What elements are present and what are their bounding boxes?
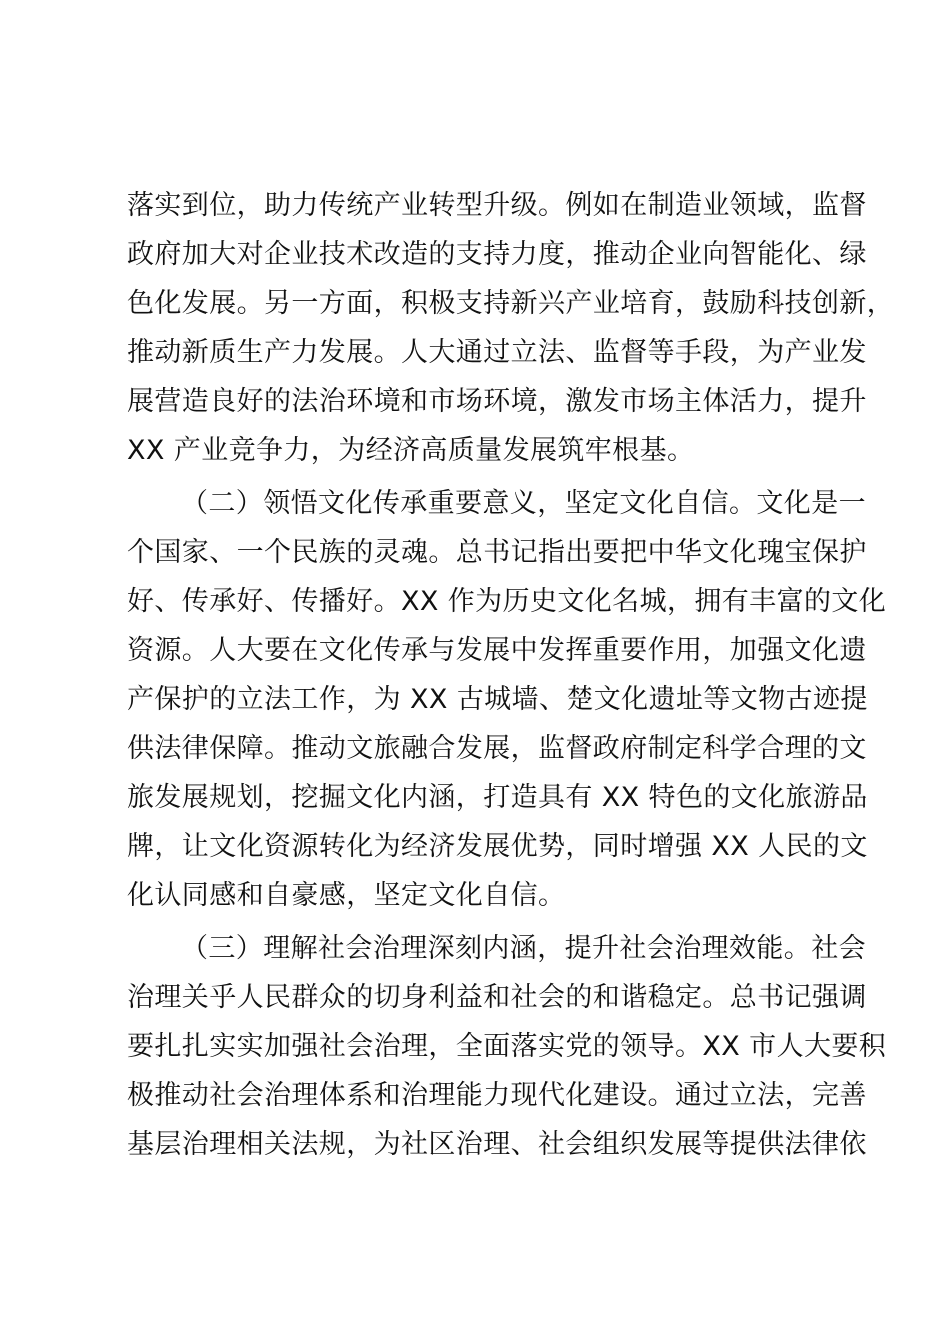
text-line: 色化发展。另一方面，积极支持新兴产业培育，鼓励科技创新， <box>127 288 895 319</box>
text-line: 政府加大对企业技术改造的支持力度，推动企业向智能化、绿 <box>127 239 867 270</box>
text-line: 要扎扎实实加强社会治理，全面落实党的领导。XX 市人大要积 <box>127 1031 887 1062</box>
section-heading-line: （二）领悟文化传承重要意义，坚定文化自信。文化是一 <box>181 488 866 519</box>
text-line: 化认同感和自豪感，坚定文化自信。 <box>127 880 566 911</box>
text-line: 好、传承好、传播好。XX 作为历史文化名城，拥有丰富的文化 <box>127 586 887 617</box>
text-line: 资源。人大要在文化传承与发展中发挥重要作用，加强文化遗 <box>127 635 867 666</box>
text-line: 供法律保障。推动文旅融合发展，监督政府制定科学合理的文 <box>127 733 867 764</box>
text-line: 推动新质生产力发展。人大通过立法、监督等手段，为产业发 <box>127 337 867 368</box>
text-line: 治理关乎人民群众的切身利益和社会的和谐稳定。总书记强调 <box>127 982 867 1013</box>
text-line: 展营造良好的法治环境和市场环境，激发市场主体活力，提升 <box>127 386 867 417</box>
text-line: 极推动社会治理体系和治理能力现代化建设。通过立法，完善 <box>127 1080 867 1111</box>
text-line: 产保护的立法工作，为 XX 古城墙、楚文化遗址等文物古迹提 <box>127 684 868 715</box>
text-line: 牌，让文化资源转化为经济发展优势，同时增强 XX 人民的文 <box>127 831 868 862</box>
text-line: 个国家、一个民族的灵魂。总书记指出要把中华文化瑰宝保护 <box>127 537 867 568</box>
text-line: 基层治理相关法规，为社区治理、社会组织发展等提供法律依 <box>127 1129 867 1160</box>
text-line: XX 产业竞争力，为经济高质量发展筑牢根基。 <box>127 435 695 466</box>
text-line: 旅发展规划，挖掘文化内涵，打造具有 XX 特色的文化旅游品 <box>127 782 868 813</box>
text-line: 落实到位，助力传统产业转型升级。例如在制造业领域，监督 <box>127 190 867 221</box>
section-heading-line: （三）理解社会治理深刻内涵，提升社会治理效能。社会 <box>181 933 866 964</box>
